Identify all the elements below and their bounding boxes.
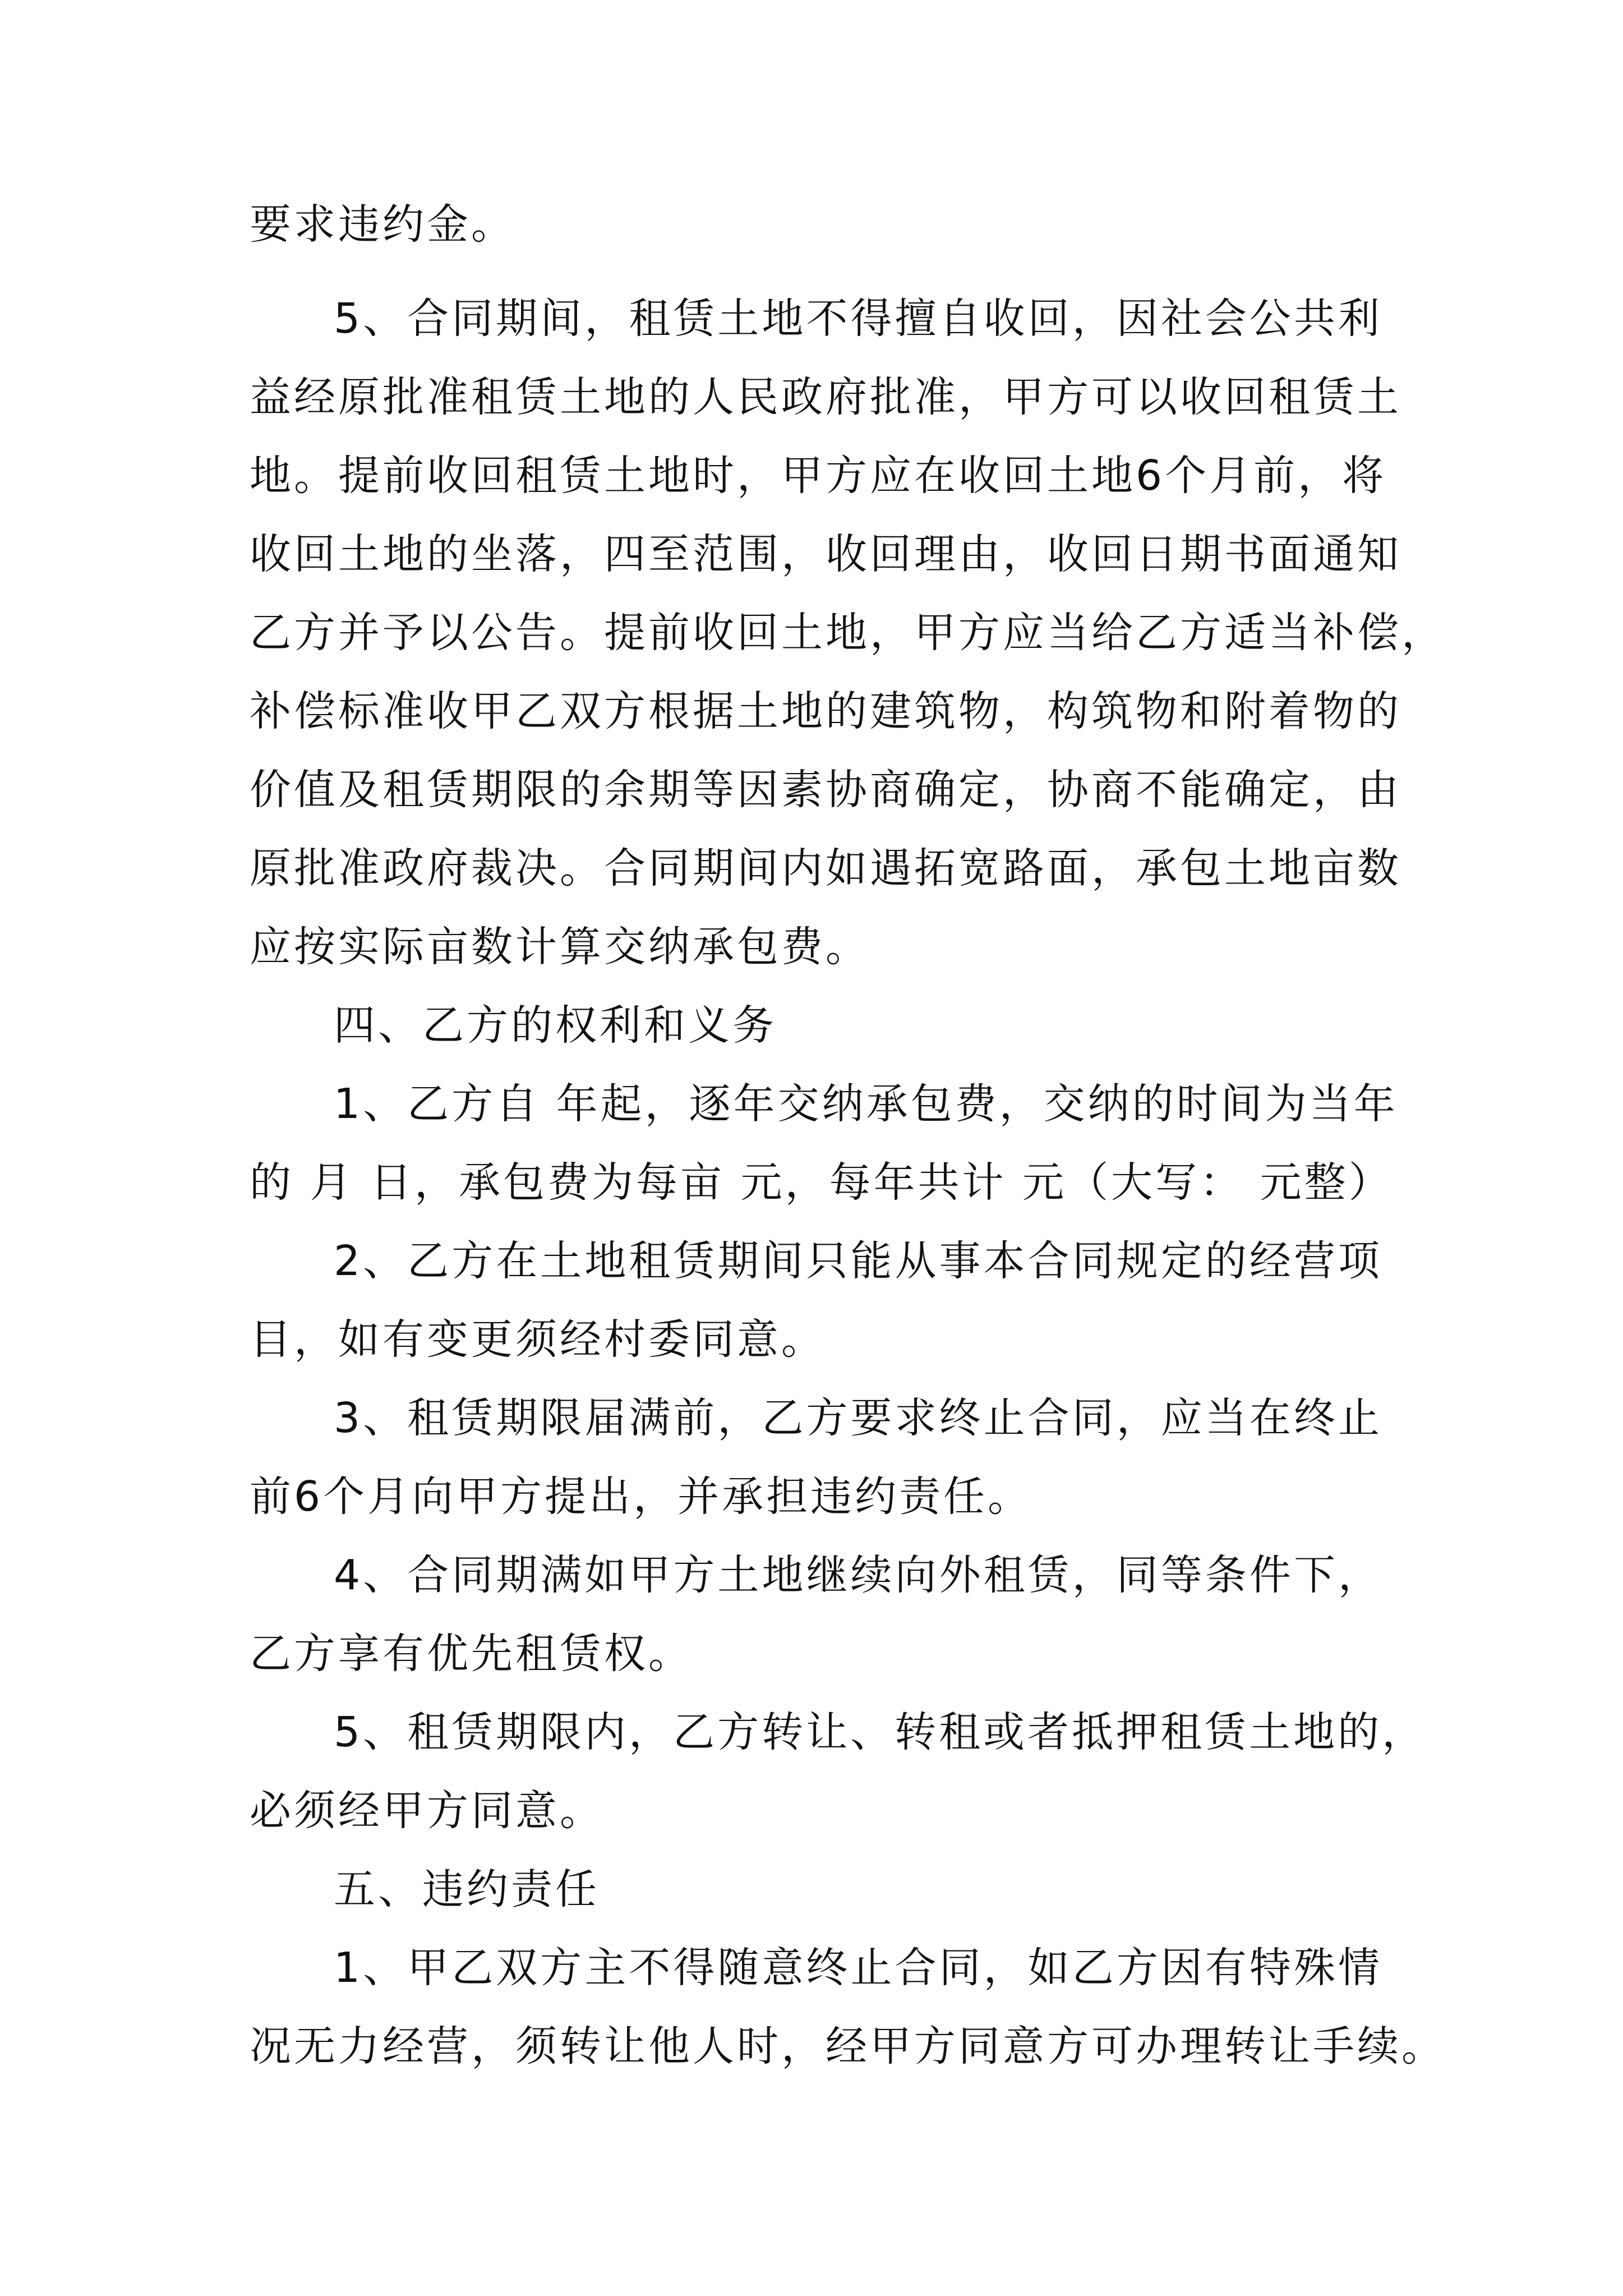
- text-line: 乙方并予以公告。提前收回土地，甲方应当给乙方适当补偿，: [250, 609, 1446, 657]
- text-line: 原批准政府裁决。合同期间内如遇拓宽路面，承包土地亩数: [250, 844, 1401, 892]
- text-line: 要求违约金。: [250, 200, 515, 249]
- section-heading: 五、违约责任: [334, 1865, 600, 1913]
- text-line: 应按实际亩数计算交纳承包费。: [250, 923, 870, 971]
- text-line: 地。提前收回租赁土地时，甲方应在收回土地6个月前，将: [250, 452, 1387, 500]
- text-line: 益经原批准租赁土地的人民政府批准，甲方可以收回租赁土: [250, 373, 1401, 421]
- text-line: 必须经甲方同意。: [250, 1787, 604, 1835]
- text-line: 况无力经营，须转让他人时，经甲方同意方可办理转让手续。: [250, 2022, 1446, 2070]
- text-line: 5、合同期间，租赁土地不得擅自收回，因社会公共利: [334, 295, 1382, 343]
- text-line: 的 月 日，承包费为每亩 元，每年共计 元（大写： 元整）: [250, 1158, 1393, 1207]
- text-line: 4、合同期满如甲方土地继续向外租赁，同等条件下，: [334, 1551, 1382, 1599]
- text-line: 3、租赁期限届满前，乙方要求终止合同，应当在终止: [334, 1394, 1382, 1442]
- text-line: 乙方享有优先租赁权。: [250, 1630, 693, 1678]
- text-line: 补偿标准收甲乙双方根据土地的建筑物，构筑物和附着物的: [250, 687, 1401, 735]
- text-line: 5、租赁期限内，乙方转让、转租或者抵押租赁土地的，: [334, 1708, 1427, 1756]
- text-line: 1、乙方自 年起，逐年交纳承包费，交纳的时间为当年: [334, 1080, 1398, 1128]
- text-line: 前6个月向甲方提出，并承担违约责任。: [250, 1473, 1032, 1521]
- text-line: 2、乙方在土地租赁期间只能从事本合同规定的经营项: [334, 1237, 1382, 1285]
- text-line: 目，如有变更须经村委同意。: [250, 1315, 826, 1364]
- text-line: 1、甲乙双方主不得随意终止合同，如乙方因有特殊情: [334, 1944, 1382, 1992]
- text-line: 价值及租赁期限的余期等因素协商确定，协商不能确定，由: [250, 766, 1401, 814]
- section-heading: 四、乙方的权利和义务: [334, 1001, 777, 1050]
- text-line: 收回土地的坐落，四至范围，收回理由，收回日期书面通知: [250, 530, 1401, 578]
